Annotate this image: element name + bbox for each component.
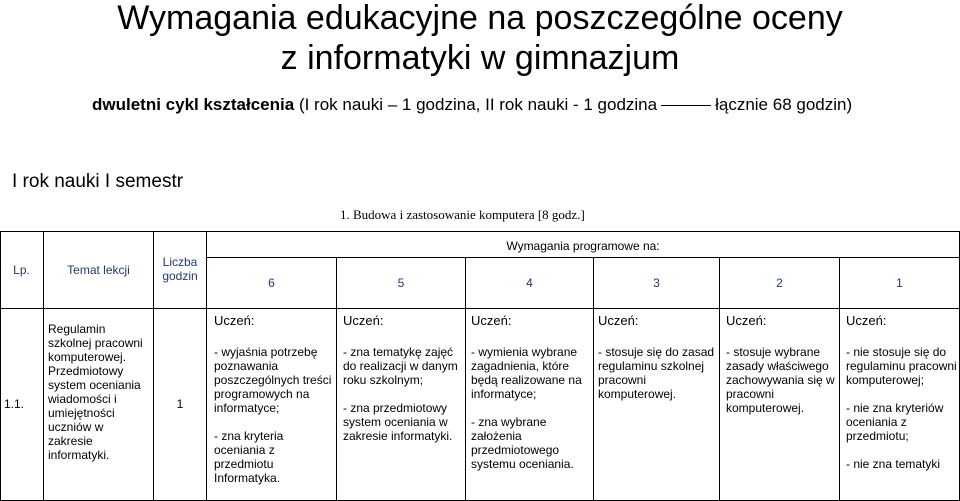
row-topic: Regulamin szkolnej pracowni komputerowej. Przedmiotowy system oceniania wiadomości i umiejętności uczniów w zakresie informatyki. [48, 322, 143, 462]
page-title-line-2: z informatyki w gimnazjum [280, 39, 680, 77]
student-label-3: Uczeń: [598, 313, 639, 328]
grade-header-6: 6 [268, 276, 275, 290]
section-label: 1. Budowa i zastosowanie komputera [8 godz.] [340, 207, 585, 222]
student-label-2: Uczeń: [726, 313, 767, 328]
student-label-1: Uczeń: [846, 313, 887, 328]
row-lp: 1.1. [4, 397, 25, 411]
student-label-5: Uczeń: [343, 313, 384, 328]
grade-header-5: 5 [397, 276, 405, 290]
requirement-grade-4: - wymienia wybrane zagadnienia, które będą realizowane na informatyce; - zna wybrane założenia przedmiotowego systemu oceniania. [471, 345, 582, 471]
grade-header-3: 3 [653, 276, 660, 290]
grade-header-1: 1 [896, 276, 903, 290]
student-label-6: Uczeń: [214, 313, 255, 328]
grade-header-4: 4 [526, 276, 533, 290]
requirement-grade-3: - stosuje się do zasad regulaminu szkolnej pracowni komputerowej. [598, 345, 715, 401]
col-header-lp: Lp. [13, 263, 30, 277]
col-header-hours: Liczba godzin [162, 255, 198, 283]
row-hours: 1 [176, 397, 184, 411]
student-label-4: Uczeń: [471, 313, 512, 328]
subtitle-part-1: (I rok nauki – 1 godzina, II rok nauki - 1 godzina [298, 95, 658, 114]
col-header-topic: Temat lekcji [67, 263, 130, 277]
grade-header-2: 2 [776, 276, 783, 290]
requirement-grade-2: - stosuje wybrane zasady właściwego zachowywania się w pracowni komputerowej. [726, 345, 835, 415]
requirement-grade-1: - nie stosuje się do regulaminu pracowni komputerowej; - nie zna kryteriów oceniania z przedmiotu; - nie zna tematyki [846, 345, 957, 471]
col-group-header: Wymagania programowe na: [506, 239, 660, 253]
requirement-grade-6: - wyjaśnia potrzebę poznawania poszczególnych treści programowych na informatyce; - zna kryteria oceniania z przedmiotu Informatyka. [214, 345, 332, 485]
subtitle-part-2: łącznie 68 godzin) [715, 95, 853, 114]
page-title-line-1: Wymagania edukacyjne na poszczególne oceny [117, 0, 843, 37]
subtitle-bold: dwuletni cykl kształcenia [92, 95, 295, 114]
requirement-grade-5: - zna tematykę zajęć do realizacji w danym roku szkolnym; - zna przedmiotowy system oceniania w zakresie informatyki. [343, 345, 458, 443]
year-label: I rok nauki I semestr [12, 171, 184, 192]
